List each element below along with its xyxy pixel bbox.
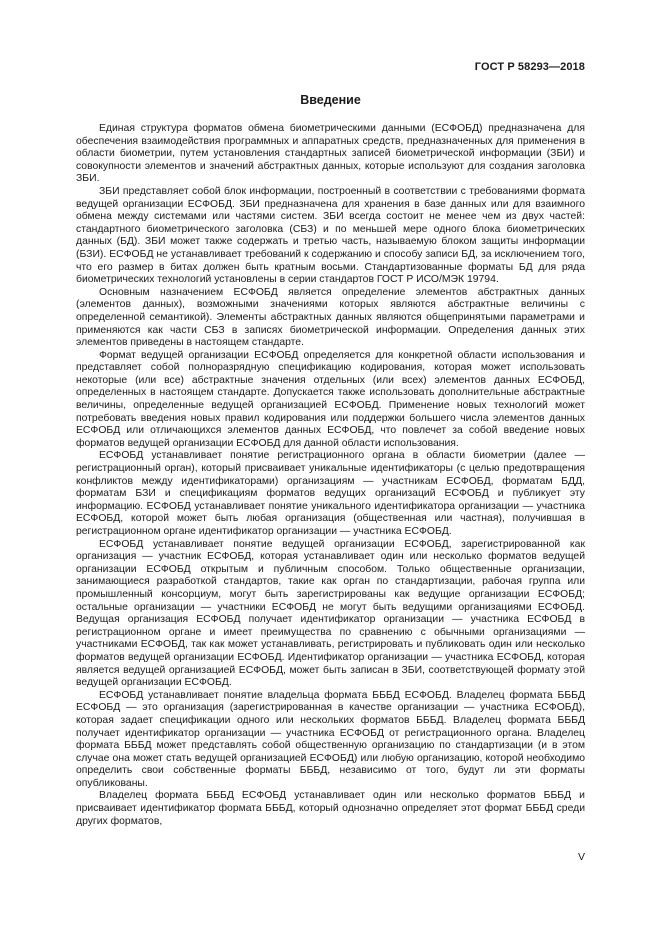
paragraph: Основным назначением ЕСФОБД является определение элементов абстрактных данных (элементов данных), возможными значениями которых являются абстрактные величины с определенной семантикой). Элементы абстрактных данных являются общепринятыми параметрами и применяются как части СБЗ в записях биометрической информации. Определения данных этих элементов приведены в настоящем стандарте.: [76, 286, 585, 349]
paragraph: Владелец формата БББД ЕСФОБД устанавливает один или несколько форматов БББД и присваивает идентификатор формата БББД, который однозначно определяет этот формат БББД среди других форматов,: [76, 790, 585, 827]
section-title: Введение: [300, 93, 361, 107]
paragraph: Формат ведущей организации ЕСФОБД определяется для конкретной области использования и представляет собой полноразрядную спецификацию кодирования, которая может использовать некоторые (или все) абстрактные значения отдельных (или всех) элементов данных ЕСФОБД, определенных в настоящем стандарте. Допускается также использовать дополнительные абстрактные величины, определенные ведущей организацией ЕСФОБД. Применение новых технологий может потребовать введения новых правил кодирования или поддержки большего числа элементов данных ЕСФОБД или отличающихся элементов данных ЕСФОБД, что повлечет за собой введение новых форматов ведущей организации ЕСФОБД для данной области использования.: [76, 349, 585, 449]
standard-designation: ГОСТ Р 58293—2018: [474, 61, 585, 73]
paragraph: Единая структура форматов обмена биометрическими данными (ЕСФОБД) предназначена для обеспечения взаимодействия программных и аппаратных средств, предназначенных для применения в области биометрии, путем установления стандартных записей биометрической информации (ЗБИ) и совокупности элементов и значений абстрактных данных, которые используют для создания заголовка ЗБИ.: [76, 123, 585, 185]
body-text: [76, 123, 585, 828]
page-number: V: [577, 851, 585, 863]
paragraph: ЕСФОБД устанавливает понятие регистрационного органа в области биометрии (далее — регистрационный орган), который присваивает уникальные идентификаторы (с целью предотвращения конфликтов между идентификаторами) организациям — участникам ЕСФОБД, форматам БДД, форматам БЗИ и спецификациям форматов ведущих организаций ЕСФОБД и публикует эту информацию. ЕСФОБД устанавливает понятие уникального идентификатора организации — участника ЕСФОБД, которой может быть любая организация (общественная или частная), получившая в регистрационном органе идентификатор организации — участника ЕСФОБД.: [76, 450, 585, 537]
paragraph: ЗБИ представляет собой блок информации, построенный в соответствии с требованиями формата ведущей организации ЕСФОБД. ЗБИ предназначена для хранения в базе данных или для взаимного обмена между системами или частями систем. ЗБИ всегда состоит не менее чем из двух частей: стандартного биометрического заголовка (СБЗ) и по меньшей мере одного блока биометрических данных (БД). ЗБИ может также содержать и третью часть, называемую блоком защиты информации (БЗИ). ЕСФОБД не устанавливает требований к содержанию и способу записи БД, за исключением того, что его размер в битах должен быть кратным восьми. Стандартизованные форматы БД для ряда биометрических технологий установлены в серии стандартов ГОСТ Р ИСО/МЭК 19794.: [76, 185, 585, 286]
paragraph: ЕСФОБД устанавливает понятие ведущей организации ЕСФОБД, зарегистрированной как организация — участник ЕСФОБД, которая устанавливает один или несколько форматов ведущей организации ЕСФОБД открытым и публичным способом. Только общественные организации, занимающиеся разработкой стандартов, такие как орган по стандартизации, рабочая группа или промышленный консорциум, могут быть зарегистрированы как ведущие организации ЕСФОБД; остальные организации — участники ЕСФОБД не могут быть ведущими организациями ЕСФОБД. Ведущая организация ЕСФОБД получает идентификатор организации — участника ЕСФОБД в регистрационном органе и имеет преимущества по сравнению с обычными организациями — участниками ЕСФОБД, так как может устанавливать, регистрировать и публиковать один или несколько форматов ведущей организации ЕСФОБД. Идентификатор организации — участника ЕСФОБД, которая является ведущей организацией ЕСФОБД, может быть записан в ЗБИ, соответствующей формату этой ведущей организации ЕСФОБД.: [76, 538, 585, 689]
paragraph: ЕСФОБД устанавливает понятие владельца формата БББД ЕСФОБД. Владелец формата БББД ЕСФОБД — это организация (зарегистрированная в качестве организации — участника ЕСФОБД), которая задает спецификации одного или нескольких форматов БББД. Владелец формата БББД получает идентификатор организации — участника ЕСФОБД от регистрационного органа. Владелец формата БББД может представлять собой общественную организацию по стандартизации (и в этом случае она может стать ведущей организацией ЕСФОБД) или любую организацию, которой необходимо определить свои собственные форматы БББД, независимо от того, будут ли эти форматы опубликованы.: [76, 689, 585, 789]
